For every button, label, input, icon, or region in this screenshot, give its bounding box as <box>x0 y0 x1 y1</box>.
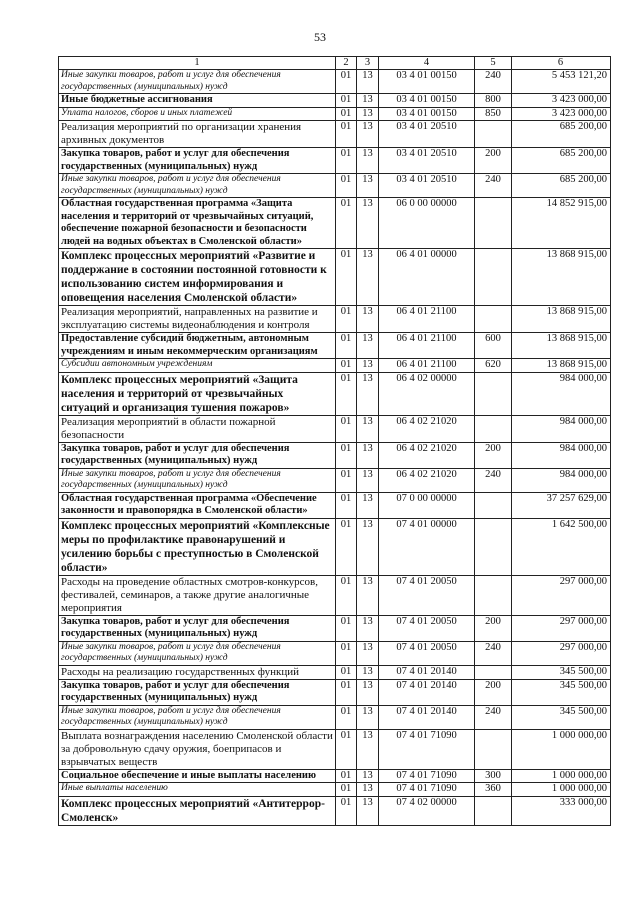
row-target-code-cell: 07 4 01 20050 <box>379 575 475 615</box>
row-name-cell: Выплата вознаграждения населению Смоленской области за добровольную сдачу оружия, боеприпасов и взрывчатых веществ <box>59 729 336 769</box>
row-amount-cell: 1 000 000,00 <box>512 729 611 769</box>
row-subsection-cell: 13 <box>357 729 379 769</box>
row-expense-type-cell <box>475 121 512 148</box>
row-section-cell: 01 <box>336 705 357 729</box>
row-target-code-cell: 07 4 01 71090 <box>379 783 475 797</box>
row-subsection-cell: 13 <box>357 575 379 615</box>
row-expense-type-cell: 240 <box>475 174 512 198</box>
row-target-code-cell: 03 4 01 00150 <box>379 94 475 108</box>
budget-table <box>58 56 611 826</box>
row-name-cell: Реализация мероприятий в области пожарной безопасности <box>59 415 336 442</box>
row-amount-cell: 984 000,00 <box>512 442 611 468</box>
row-expense-type-cell <box>475 665 512 679</box>
row-amount-cell: 13 868 915,00 <box>512 359 611 373</box>
row-section-cell: 01 <box>336 415 357 442</box>
table-header-row <box>59 57 611 70</box>
row-name-cell: Предоставление субсидий бюджетным, автономным учреждениям и иным некоммерческим организациям <box>59 333 336 359</box>
row-name-cell: Иные закупки товаров, работ и услуг для обеспечения государственных (муниципальных) нужд <box>59 468 336 492</box>
row-target-code-cell: 07 4 01 20140 <box>379 679 475 705</box>
table-row <box>59 372 611 415</box>
row-section-cell: 01 <box>336 333 357 359</box>
row-subsection-cell: 13 <box>357 705 379 729</box>
row-expense-type-cell <box>475 729 512 769</box>
table-row <box>59 333 611 359</box>
row-target-code-cell: 07 0 00 00000 <box>379 492 475 518</box>
row-expense-type-cell <box>475 198 512 249</box>
row-amount-cell: 685 200,00 <box>512 121 611 148</box>
row-target-code-cell: 07 4 01 71090 <box>379 769 475 783</box>
row-subsection-cell: 13 <box>357 641 379 665</box>
row-amount-cell: 14 852 915,00 <box>512 198 611 249</box>
row-name-cell: Иные бюджетные ассигнования <box>59 94 336 108</box>
row-subsection-cell: 13 <box>357 107 379 121</box>
table-row <box>59 575 611 615</box>
row-expense-type-cell: 200 <box>475 148 512 174</box>
row-amount-cell: 13 868 915,00 <box>512 306 611 333</box>
table-row <box>59 705 611 729</box>
row-target-code-cell: 03 4 01 20510 <box>379 148 475 174</box>
row-amount-cell: 1 642 500,00 <box>512 518 611 575</box>
row-target-code-cell: 06 4 02 21020 <box>379 468 475 492</box>
row-expense-type-cell: 360 <box>475 783 512 797</box>
row-target-code-cell: 06 4 02 21020 <box>379 442 475 468</box>
table-row <box>59 174 611 198</box>
row-name-cell: Комплекс процессных мероприятий «Комплексные меры по профилактике правонарушений и усилению борьбы с преступностью в Смоленской области» <box>59 518 336 575</box>
row-expense-type-cell: 240 <box>475 468 512 492</box>
row-target-code-cell: 03 4 01 20510 <box>379 121 475 148</box>
table-row <box>59 729 611 769</box>
row-name-cell: Социальное обеспечение и иные выплаты населению <box>59 769 336 783</box>
row-target-code-cell: 07 4 01 20140 <box>379 705 475 729</box>
table-row <box>59 615 611 641</box>
row-expense-type-cell <box>475 415 512 442</box>
row-expense-type-cell <box>475 249 512 306</box>
row-expense-type-cell <box>475 518 512 575</box>
row-name-cell: Иные закупки товаров, работ и услуг для обеспечения государственных (муниципальных) нужд <box>59 174 336 198</box>
row-target-code-cell: 07 4 01 20050 <box>379 615 475 641</box>
row-section-cell: 01 <box>336 198 357 249</box>
table-row <box>59 415 611 442</box>
row-section-cell: 01 <box>336 665 357 679</box>
row-expense-type-cell: 240 <box>475 705 512 729</box>
row-name-cell: Комплекс процессных мероприятий «Защита населения и территорий от чрезвычайных ситуаций и организация тушения пожаров» <box>59 372 336 415</box>
row-target-code-cell: 06 4 02 00000 <box>379 372 475 415</box>
row-amount-cell: 345 500,00 <box>512 665 611 679</box>
row-target-code-cell: 06 4 01 21100 <box>379 306 475 333</box>
row-amount-cell: 685 200,00 <box>512 174 611 198</box>
row-subsection-cell: 13 <box>357 359 379 373</box>
table-row <box>59 468 611 492</box>
row-subsection-cell: 13 <box>357 198 379 249</box>
row-amount-cell: 984 000,00 <box>512 468 611 492</box>
row-amount-cell: 13 868 915,00 <box>512 249 611 306</box>
row-name-cell: Расходы на реализацию государственных функций <box>59 665 336 679</box>
row-target-code-cell: 03 4 01 00150 <box>379 70 475 94</box>
row-target-code-cell: 06 4 01 21100 <box>379 359 475 373</box>
row-subsection-cell: 13 <box>357 679 379 705</box>
table-row <box>59 70 611 94</box>
row-amount-cell: 37 257 629,00 <box>512 492 611 518</box>
row-subsection-cell: 13 <box>357 665 379 679</box>
row-section-cell: 01 <box>336 148 357 174</box>
row-subsection-cell: 13 <box>357 372 379 415</box>
row-name-cell: Иные закупки товаров, работ и услуг для обеспечения государственных (муниципальных) нужд <box>59 641 336 665</box>
row-section-cell: 01 <box>336 679 357 705</box>
row-expense-type-cell <box>475 306 512 333</box>
row-expense-type-cell: 600 <box>475 333 512 359</box>
row-subsection-cell: 13 <box>357 333 379 359</box>
row-amount-cell: 345 500,00 <box>512 679 611 705</box>
row-name-cell: Иные выплаты населению <box>59 783 336 797</box>
header-cell-2: 2 <box>336 57 357 70</box>
header-cell-3: 3 <box>357 57 379 70</box>
row-subsection-cell: 13 <box>357 442 379 468</box>
row-amount-cell: 297 000,00 <box>512 641 611 665</box>
header-cell-5: 5 <box>475 57 512 70</box>
table-row <box>59 442 611 468</box>
table-row <box>59 249 611 306</box>
row-amount-cell: 333 000,00 <box>512 796 611 825</box>
row-name-cell: Закупка товаров, работ и услуг для обеспечения государственных (муниципальных) нужд <box>59 148 336 174</box>
row-expense-type-cell: 240 <box>475 70 512 94</box>
row-target-code-cell: 07 4 02 00000 <box>379 796 475 825</box>
row-expense-type-cell: 240 <box>475 641 512 665</box>
row-target-code-cell: 07 4 01 20140 <box>379 665 475 679</box>
row-section-cell: 01 <box>336 372 357 415</box>
row-amount-cell: 984 000,00 <box>512 372 611 415</box>
row-amount-cell: 297 000,00 <box>512 615 611 641</box>
row-subsection-cell: 13 <box>357 70 379 94</box>
row-subsection-cell: 13 <box>357 415 379 442</box>
row-amount-cell: 1 000 000,00 <box>512 783 611 797</box>
row-name-cell: Закупка товаров, работ и услуг для обеспечения государственных (муниципальных) нужд <box>59 615 336 641</box>
row-expense-type-cell <box>475 796 512 825</box>
row-name-cell: Расходы на проведение областных смотров-конкурсов, фестивалей, семинаров, а также другие аналогичные мероприятия <box>59 575 336 615</box>
table-row <box>59 306 611 333</box>
row-target-code-cell: 07 4 01 71090 <box>379 729 475 769</box>
row-subsection-cell: 13 <box>357 121 379 148</box>
row-name-cell: Иные закупки товаров, работ и услуг для обеспечения государственных (муниципальных) нужд <box>59 70 336 94</box>
row-section-cell: 01 <box>336 174 357 198</box>
row-section-cell: 01 <box>336 641 357 665</box>
row-section-cell: 01 <box>336 94 357 108</box>
table-row <box>59 641 611 665</box>
table-row <box>59 198 611 249</box>
row-expense-type-cell <box>475 575 512 615</box>
page-number: 53 <box>314 30 326 44</box>
row-expense-type-cell: 200 <box>475 442 512 468</box>
row-expense-type-cell: 620 <box>475 359 512 373</box>
row-target-code-cell: 03 4 01 20510 <box>379 174 475 198</box>
row-section-cell: 01 <box>336 729 357 769</box>
table-row <box>59 679 611 705</box>
row-name-cell: Реализация мероприятий, направленных на развитие и эксплуатацию системы видеонаблюдения и контроля <box>59 306 336 333</box>
row-section-cell: 01 <box>336 796 357 825</box>
row-section-cell: 01 <box>336 306 357 333</box>
row-name-cell: Областная государственная программа «Обеспечение законности и правопорядка в Смоленской области» <box>59 492 336 518</box>
row-amount-cell: 3 423 000,00 <box>512 107 611 121</box>
table-row <box>59 121 611 148</box>
table-row <box>59 94 611 108</box>
row-section-cell: 01 <box>336 468 357 492</box>
row-name-cell: Уплата налогов, сборов и иных платежей <box>59 107 336 121</box>
table-row <box>59 107 611 121</box>
row-target-code-cell: 06 4 02 21020 <box>379 415 475 442</box>
table-row <box>59 796 611 825</box>
row-subsection-cell: 13 <box>357 518 379 575</box>
row-target-code-cell: 06 4 01 21100 <box>379 333 475 359</box>
row-subsection-cell: 13 <box>357 769 379 783</box>
row-subsection-cell: 13 <box>357 174 379 198</box>
row-expense-type-cell: 200 <box>475 679 512 705</box>
row-name-cell: Областная государственная программа «Защита населения и территорий от чрезвычайных ситуаций, обеспечение пожарной безопасности и безопасности людей на водных объектах в Смоленской области» <box>59 198 336 249</box>
row-section-cell: 01 <box>336 783 357 797</box>
table-row <box>59 148 611 174</box>
row-section-cell: 01 <box>336 518 357 575</box>
table-row <box>59 359 611 373</box>
row-section-cell: 01 <box>336 121 357 148</box>
row-amount-cell: 5 453 121,20 <box>512 70 611 94</box>
row-subsection-cell: 13 <box>357 306 379 333</box>
row-name-cell: Реализация мероприятий по организации хранения архивных документов <box>59 121 336 148</box>
row-section-cell: 01 <box>336 442 357 468</box>
row-name-cell: Комплекс процессных мероприятий «Антитеррор-Смоленск» <box>59 796 336 825</box>
row-section-cell: 01 <box>336 249 357 306</box>
row-subsection-cell: 13 <box>357 492 379 518</box>
table-row <box>59 665 611 679</box>
row-subsection-cell: 13 <box>357 249 379 306</box>
row-subsection-cell: 13 <box>357 94 379 108</box>
row-subsection-cell: 13 <box>357 796 379 825</box>
row-target-code-cell: 06 0 00 00000 <box>379 198 475 249</box>
row-amount-cell: 13 868 915,00 <box>512 333 611 359</box>
row-target-code-cell: 03 4 01 00150 <box>379 107 475 121</box>
header-cell-4: 4 <box>379 57 475 70</box>
row-subsection-cell: 13 <box>357 783 379 797</box>
row-amount-cell: 1 000 000,00 <box>512 769 611 783</box>
row-subsection-cell: 13 <box>357 468 379 492</box>
row-expense-type-cell <box>475 492 512 518</box>
row-expense-type-cell <box>475 372 512 415</box>
row-name-cell: Закупка товаров, работ и услуг для обеспечения государственных (муниципальных) нужд <box>59 442 336 468</box>
row-expense-type-cell: 200 <box>475 615 512 641</box>
row-subsection-cell: 13 <box>357 148 379 174</box>
row-section-cell: 01 <box>336 769 357 783</box>
row-amount-cell: 345 500,00 <box>512 705 611 729</box>
row-subsection-cell: 13 <box>357 615 379 641</box>
table-row <box>59 769 611 783</box>
row-target-code-cell: 07 4 01 00000 <box>379 518 475 575</box>
row-section-cell: 01 <box>336 359 357 373</box>
row-expense-type-cell: 800 <box>475 94 512 108</box>
table-row <box>59 518 611 575</box>
table-row <box>59 783 611 797</box>
row-name-cell: Закупка товаров, работ и услуг для обеспечения государственных (муниципальных) нужд <box>59 679 336 705</box>
header-cell-1: 1 <box>59 57 336 70</box>
row-expense-type-cell: 850 <box>475 107 512 121</box>
row-expense-type-cell: 300 <box>475 769 512 783</box>
header-cell-6: 6 <box>512 57 611 70</box>
row-name-cell: Субсидии автономным учреждениям <box>59 359 336 373</box>
row-amount-cell: 685 200,00 <box>512 148 611 174</box>
row-amount-cell: 297 000,00 <box>512 575 611 615</box>
row-section-cell: 01 <box>336 615 357 641</box>
row-target-code-cell: 06 4 01 00000 <box>379 249 475 306</box>
table-row <box>59 492 611 518</box>
row-section-cell: 01 <box>336 70 357 94</box>
row-amount-cell: 984 000,00 <box>512 415 611 442</box>
row-name-cell: Комплекс процессных мероприятий «Развитие и поддержание в состоянии постоянной готовности к использованию систем информирования и оповещения населения Смоленской области» <box>59 249 336 306</box>
row-name-cell: Иные закупки товаров, работ и услуг для обеспечения государственных (муниципальных) нужд <box>59 705 336 729</box>
row-target-code-cell: 07 4 01 20050 <box>379 641 475 665</box>
row-section-cell: 01 <box>336 107 357 121</box>
row-amount-cell: 3 423 000,00 <box>512 94 611 108</box>
row-section-cell: 01 <box>336 575 357 615</box>
row-section-cell: 01 <box>336 492 357 518</box>
